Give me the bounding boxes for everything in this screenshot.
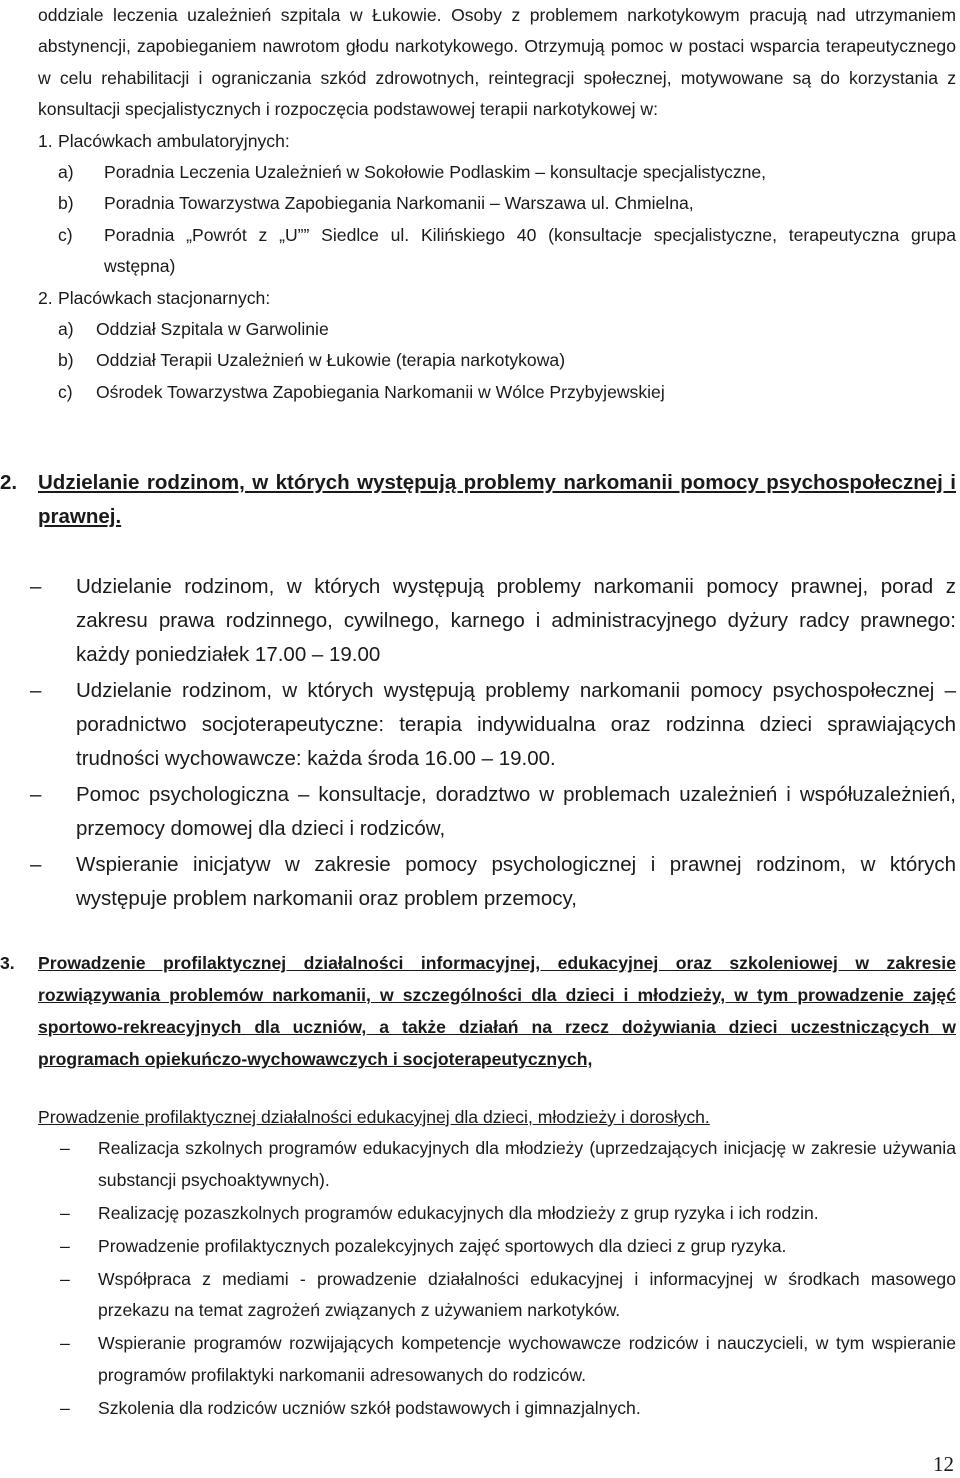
list-item: – Realizację pozaszkolnych programów edukacyjnych dla młodzieży z grup ryzyka i ich rodzin. — [38, 1198, 956, 1229]
section-2 — [0, 466, 960, 918]
ambulatory-list — [38, 126, 956, 157]
section-number: 3. — [0, 953, 15, 973]
dash-bullet: – — [60, 1138, 70, 1159]
section-2-list — [30, 570, 956, 916]
intro-paragraph: oddziale leczenia uzależnień szpitala w Łukowie. Osoby z problemem narkotykowym pracują nad utrzymaniem abstynencji, zapobieganiem nawrotom głodu narkotykowego. Otrzymują pomoc w postaci wsparcia terapeutycznego w celu rehabilitacji i ograniczania szkód zdrowotnych, reintegracji społecznej, motywowane są do korzystania z konsultacji specjalistycznych i rozpoczęcia podstawowej terapii narkotykowej w: — [38, 5, 956, 120]
list-item: – Wspieranie inicjatyw w zakresie pomocy psychologicznej i prawnej rodzinom, w których występuje problem narkomanii oraz problem przemocy, — [38, 848, 956, 916]
list-item: – Realizacja szkolnych programów edukacyjnych dla młodzieży (uprzedzających inicjację w zakresie używania substancji psychoaktywnych). — [38, 1133, 956, 1196]
section-subheading: Prowadzenie profilaktycznej działalności edukacyjnej dla dzieci, młodzieży i dorosłych. — [38, 1107, 710, 1127]
list-item: a) Poradnia Leczenia Uzależnień w Sokołowie Podlaskim – konsultacje specjalistyczne, — [58, 162, 767, 183]
dash-bullet: – — [60, 1235, 70, 1256]
list-item: – Prowadzenie profilaktycznych pozalekcyjnych zajęć sportowych dla dzieci z grup ryzyka. — [38, 1231, 956, 1262]
list-item: b) Poradnia Towarzystwa Zapobiegania Narkomanii – Warszawa ul. Chmielna, — [58, 193, 694, 214]
section-number: 2. — [0, 471, 18, 494]
list-item: – Udzielanie rodzinom, w których występują problemy narkomanii pomocy prawnej, porad z zakresu prawa rodzinnego, cywilnego, karnego i administracyjnego dyżury radcy prawnego: każdy poniedziałek 17.00 – 19.00 — [38, 570, 956, 672]
list-item: – Współpraca z mediami - prowadzenie działalności edukacyjnej i informacyjnej w środkach masowego przekazu na temat zagrożeń związanych z używaniem narkotyków. — [38, 1264, 956, 1327]
intro-section — [38, 0, 956, 408]
stationary-sublist — [58, 314, 956, 408]
dash-bullet: – — [60, 1268, 70, 1289]
list-number: 1. — [38, 130, 53, 151]
section-heading: 2. Udzielanie rodzinom, w których występują problemy narkomanii pomocy psychospołecznej i prawnej. — [38, 466, 956, 534]
dash-bullet: – — [60, 1397, 70, 1418]
dash-bullet: – — [60, 1202, 70, 1223]
section-3-list — [38, 1133, 956, 1424]
section-heading: 3. Prowadzenie profilaktycznej działalności informacyjnej, edukacyjnej oraz szkoleniowej w zakresie rozwiązywania problemów narkomanii, w szczególności dla dzieci i młodzieży, w tym prowadzenie zajęć sportowo-rekreacyjnych dla uczniów, a także działań na rzecz dożywiania dzieci uczestniczących w programach opiekuńczo-wychowawczych i socjoterapeutycznych, — [38, 947, 956, 1075]
section-3 — [0, 947, 960, 1426]
list-label: Placówkach stacjonarnych: — [58, 287, 271, 308]
list-item: b) Oddział Terapii Uzależnień w Łukowie (terapia narkotykowa) — [58, 350, 566, 371]
list-item: – Pomoc psychologiczna – konsultacje, doradztwo w problemach uzależnień i współuzależnień, przemocy domowej dla dzieci i rodziców, — [38, 778, 956, 846]
page-number: 12 — [933, 1452, 954, 1476]
dash-bullet: – — [30, 575, 42, 598]
ambulatory-sublist — [58, 157, 956, 283]
list-item: – Szkolenia dla rodziców uczniów szkół podstawowych i gimnazjalnych. — [38, 1393, 956, 1424]
dash-bullet: – — [30, 679, 42, 702]
dash-bullet: – — [30, 853, 42, 876]
list-label: Placówkach ambulatoryjnych: — [58, 130, 290, 151]
list-item: a) Oddział Szpitala w Garwolinie — [58, 319, 329, 340]
list-item: – Wspieranie programów rozwijających kompetencje wychowawcze rodziców i nauczycieli, w tym wspieranie programów profilaktyki narkomanii adresowanych do rodziców. — [38, 1328, 956, 1391]
list-number: 2. — [38, 287, 53, 308]
dash-bullet: – — [60, 1333, 70, 1354]
list-item: c) Poradnia „Powrót z „U”” Siedlce ul. Kilińskiego 40 (konsultacje specjalistyczne, terapeutyczna grupa wstępna) — [58, 224, 956, 277]
list-item: – Udzielanie rodzinom, w których występują problemy narkomanii pomocy psychospołecznej – poradnictwo socjoterapeutyczne: terapia indywidualna oraz rodzinna dzieci sprawiających trudności wychowawcze: każda środa 16.00 – 19.00. — [38, 674, 956, 776]
list-item: c) Ośrodek Towarzystwa Zapobiegania Narkomanii w Wólce Przybyjewskiej — [58, 381, 665, 402]
dash-bullet: – — [30, 783, 42, 806]
stationary-list — [38, 283, 956, 314]
